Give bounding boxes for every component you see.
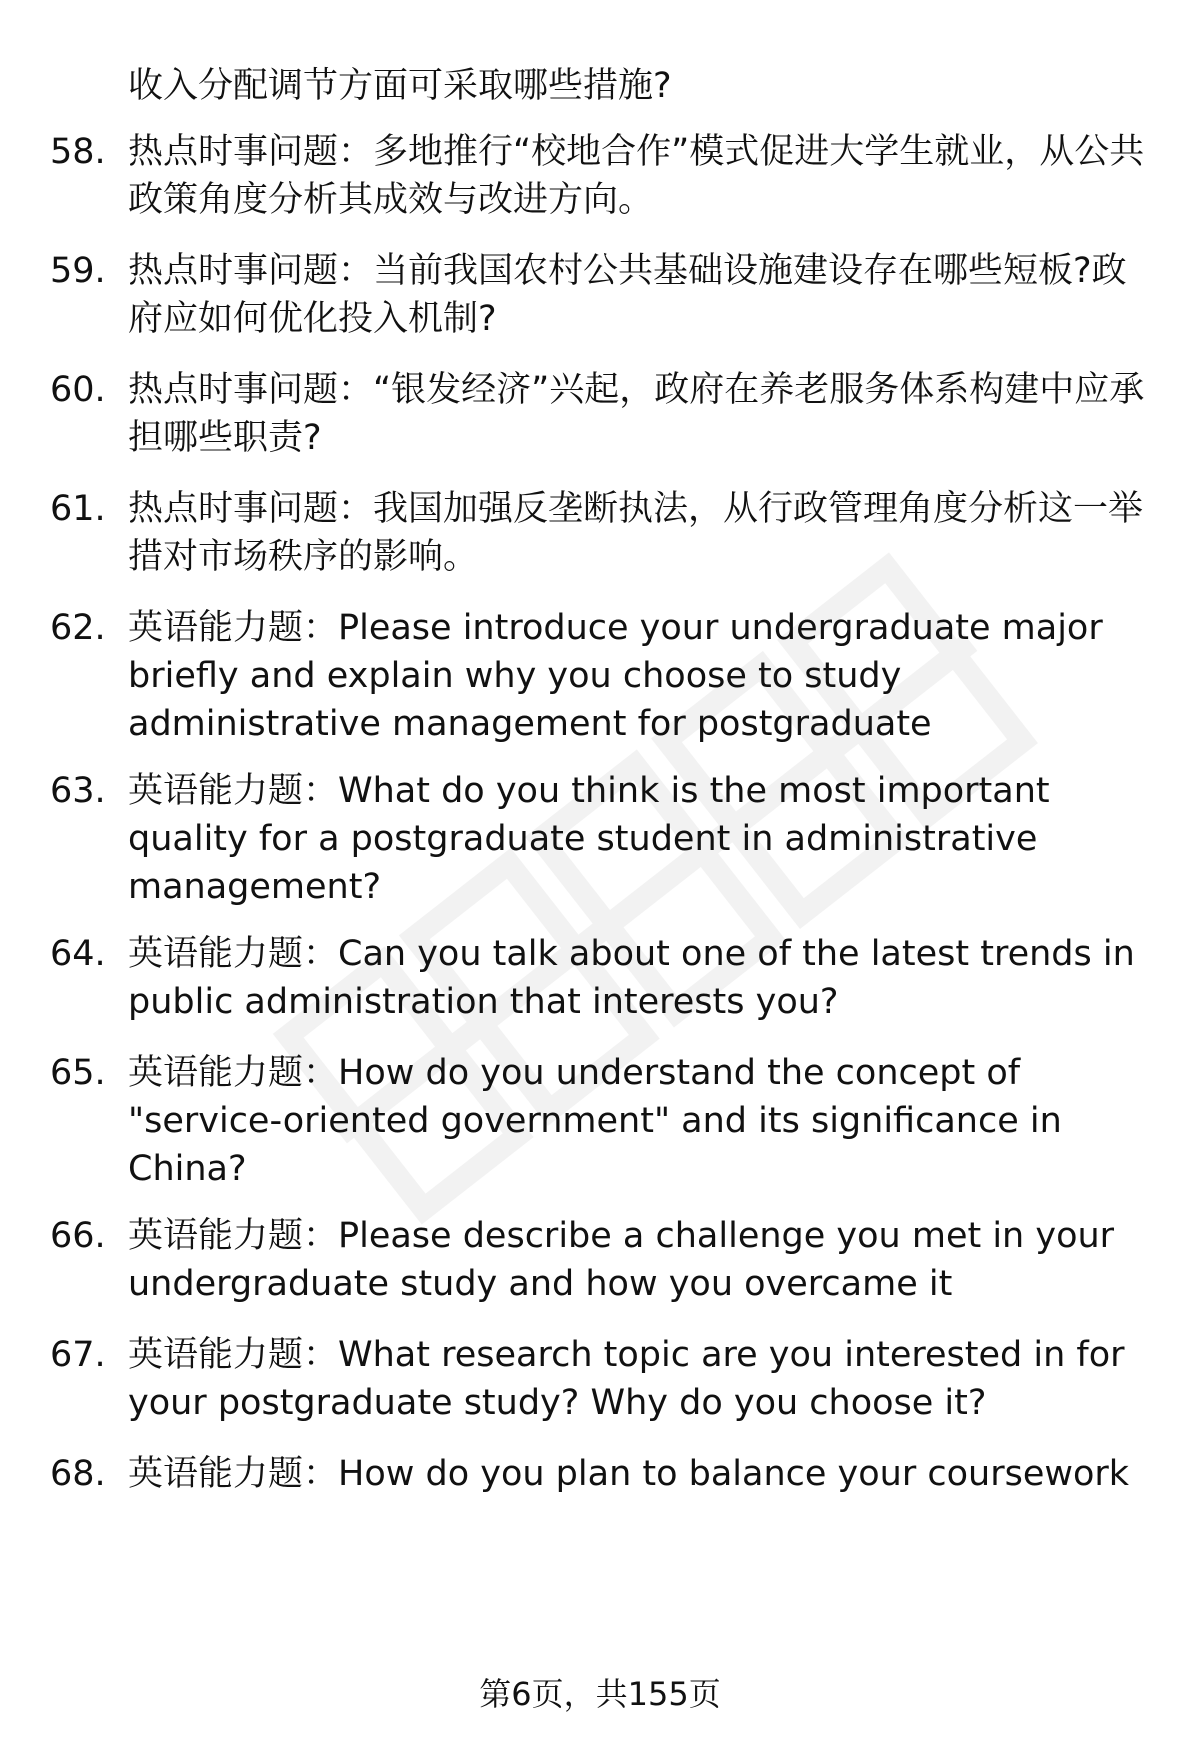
- list-item: [50, 604, 1160, 748]
- question-number: 58.: [50, 132, 106, 172]
- question-number: 63.: [50, 771, 106, 811]
- list-item: [50, 247, 1160, 343]
- question-text: 热点时事问题：当前我国农村公共基础设施建设存在哪些短板?政府应如何优化投入机制?: [128, 251, 1127, 339]
- question-text: 热点时事问题：多地推行“校地合作”模式促进大学生就业，从公共政策角度分析其成效与改进方向。: [128, 132, 1145, 220]
- list-item: [50, 1450, 1160, 1498]
- question-number: 64.: [50, 934, 106, 974]
- list-item: [50, 128, 1160, 224]
- list-item: [50, 485, 1160, 581]
- continuation-text: 收入分配调节方面可采取哪些措施?: [128, 66, 672, 106]
- question-number: 60.: [50, 370, 106, 410]
- question-text: 英语能力题：Please describe a challenge you met in your undergraduate study and how you overcame it: [128, 1216, 1115, 1304]
- list-item: [50, 1331, 1160, 1427]
- question-number: 59.: [50, 251, 106, 291]
- list-item: [50, 930, 1160, 1026]
- question-number: 67.: [50, 1335, 106, 1375]
- question-text: 英语能力题：Can you talk about one of the latest trends in public administration that interests you?: [128, 934, 1135, 1022]
- list-item: [50, 1049, 1160, 1193]
- question-number: 65.: [50, 1053, 106, 1093]
- question-text: 热点时事问题：“银发经济”兴起，政府在养老服务体系构建中应承担哪些职责?: [128, 370, 1145, 458]
- question-number: 66.: [50, 1216, 106, 1256]
- question-text: 英语能力题：What do you think is the most important quality for a postgraduate student in administrative management?: [128, 771, 1050, 907]
- question-text: 英语能力题：What research topic are you interested in for your postgraduate study? Why do you choose it?: [128, 1335, 1125, 1423]
- question-text: 英语能力题：How do you understand the concept of "service-oriented government" and its significance in China?: [128, 1053, 1062, 1189]
- question-text: 英语能力题：How do you plan to balance your coursework: [128, 1454, 1130, 1494]
- list-item: [50, 366, 1160, 462]
- page-footer: 第6页，共155页: [479, 1675, 721, 1713]
- question-text: 英语能力题：Please introduce your undergraduate major briefly and explain why you choose to study administrative management for postgraduate: [128, 608, 1103, 744]
- list-item: [50, 1212, 1160, 1308]
- question-number: 68.: [50, 1454, 106, 1494]
- question-number: 61.: [50, 489, 106, 529]
- list-item: [50, 767, 1160, 911]
- question-number: 62.: [50, 608, 106, 648]
- question-text: 热点时事问题：我国加强反垄断执法，从行政管理角度分析这一举措对市场秩序的影响。: [128, 489, 1144, 577]
